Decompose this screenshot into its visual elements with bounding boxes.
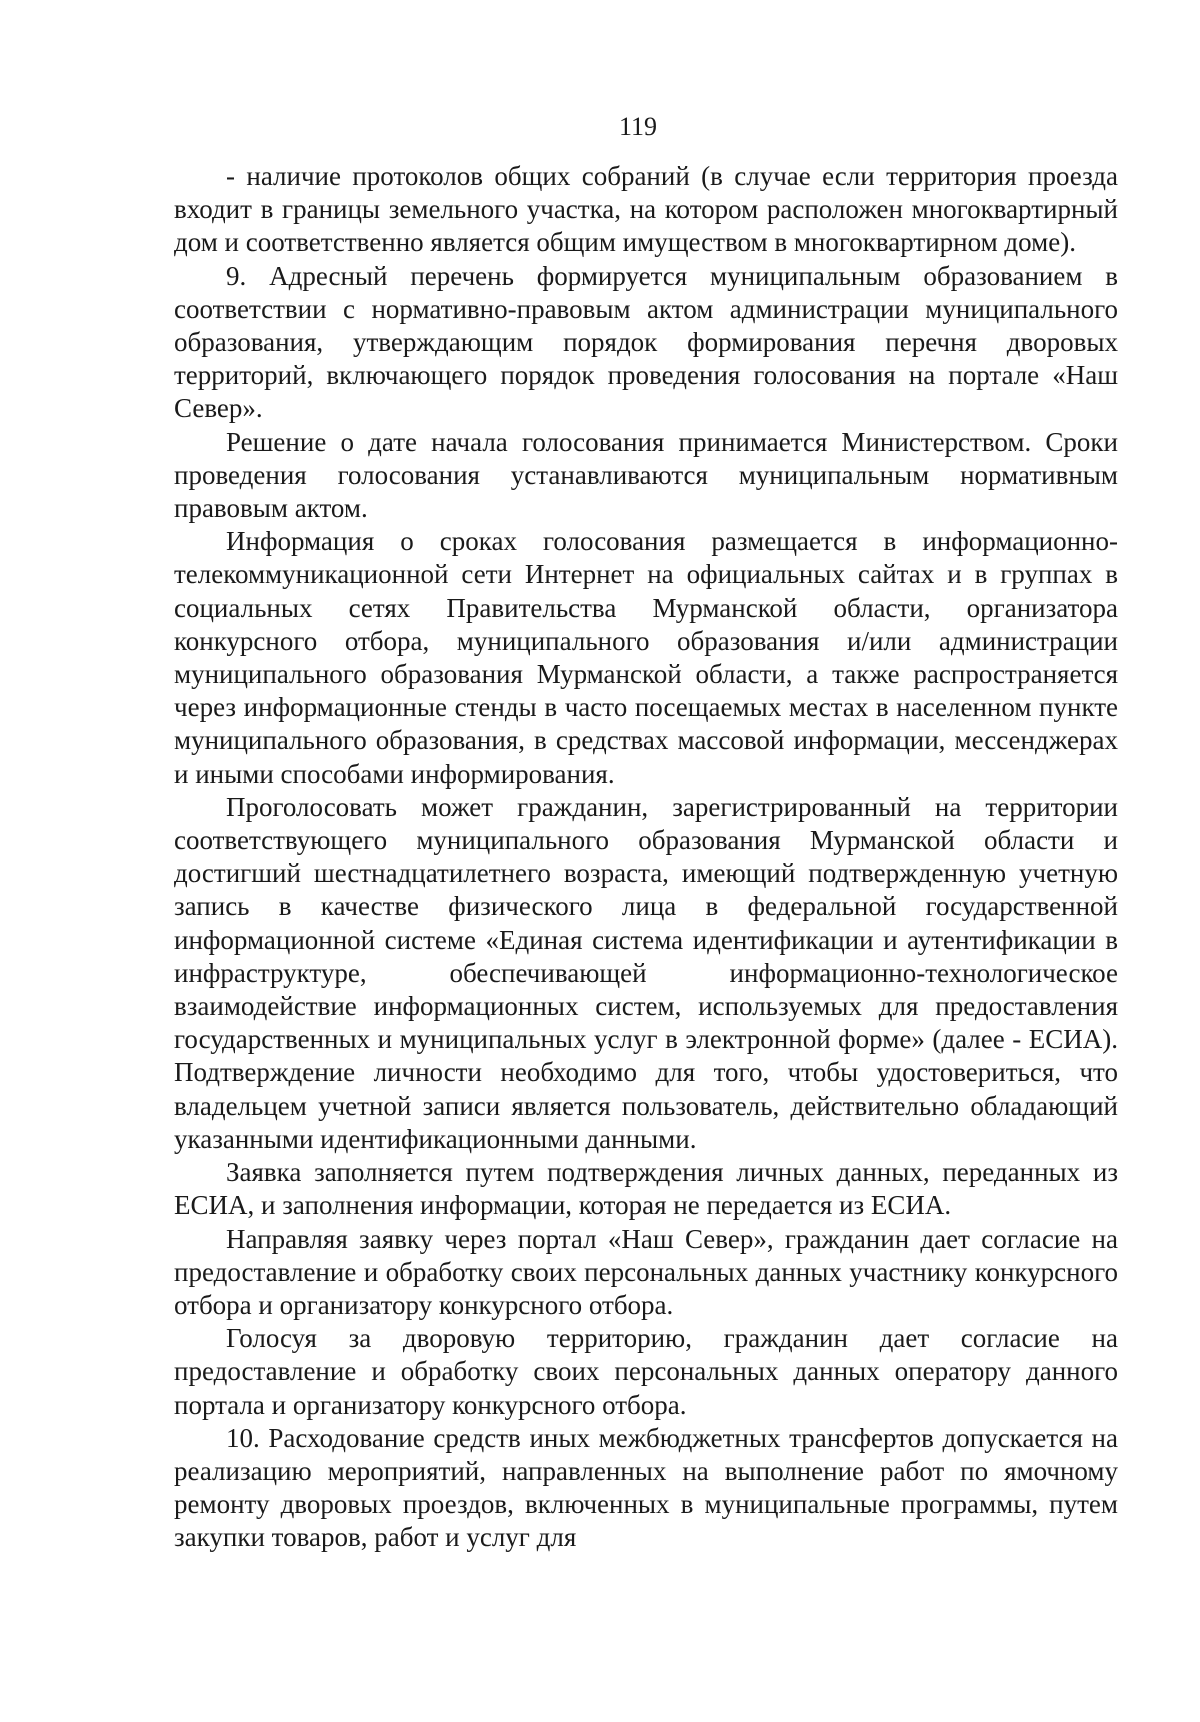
paragraph-application-consent: Направляя заявку через портал «Наш Север», гражданин дает согласие на предоставление и обработку своих персональных данных участнику конкурсного отбора и организатору конкурсного отбора. <box>174 1223 1118 1320</box>
paragraph-voting-start-date: Решение о дате начала голосования принимается Министерством. Сроки проведения голосования устанавливаются муниципальным нормативным правовым актом. <box>174 426 1118 524</box>
paragraph-voting-information: Информация о сроках голосования размещается в информационно-телекоммуникационной сети Интернет на официальных сайтах и в группах в социальных сетях Правительства Мурманской области, организатора конкурсного отбора, муниципального образования и/или администрации муниципального образования Мурманской области, а также распространяется через информационные стенды в часто посещаемых местах в населенном пункте муниципального образования, в средствах массовой информации, мессенджерах и иными способами информирования. <box>174 526 1118 789</box>
paragraph-address-list: 9. Адресный перечень формируется муниципальным образованием в соответствии с нормативно-правовым актом администрации муниципального образования, утверждающим порядок формирования перечня дворовых территорий, включающего порядок проведения голосования на портале «Наш Север». <box>174 260 1118 424</box>
document-body <box>174 160 1118 1555</box>
paragraph-transfers-spending: 10. Расходование средств иных межбюджетных трансфертов допускается на реализацию мероприятий, направленных на выполнение работ по ямочному ремонту дворовых проездов, включенных в муниципальные программы, путем закупки товаров, работ и услуг для <box>174 1422 1118 1553</box>
paragraph-application-filling: Заявка заполняется путем подтверждения личных данных, переданных из ЕСИА, и заполнения информации, которая не передается из ЕСИА. <box>174 1157 1118 1221</box>
paragraph-who-can-vote: Проголосовать может гражданин, зарегистрированный на территории соответствующего муниципального образования Мурманской области и достигший шестнадцатилетнего возраста, имеющий подтвержденную учетную запись в качестве физического лица в федеральной государственной информационной системе «Единая система идентификации и аутентификации в инфраструктуре, обеспечивающей информационно-технологическое взаимодействие информационных систем, используемых для предоставления государственных и муниципальных услуг в электронной форме» (далее - ЕСИА). Подтверждение личности необходимо для того, чтобы удостовериться, что владельцем учетной записи является пользователь, действительно обладающий указанными идентификационными данными. <box>174 791 1118 1154</box>
page-number: 119 <box>618 112 658 141</box>
paragraph-meeting-protocols: - наличие протоколов общих собраний (в случае если территория проезда входит в границы земельного участка, на котором расположен многоквартирный дом и соответственно является общим имуществом в многоквартирном доме). <box>174 161 1118 258</box>
paragraph-voting-consent: Голосуя за дворовую территорию, гражданин дает согласие на предоставление и обработку своих персональных данных оператору данного портала и организатору конкурсного отбора. <box>174 1323 1118 1420</box>
